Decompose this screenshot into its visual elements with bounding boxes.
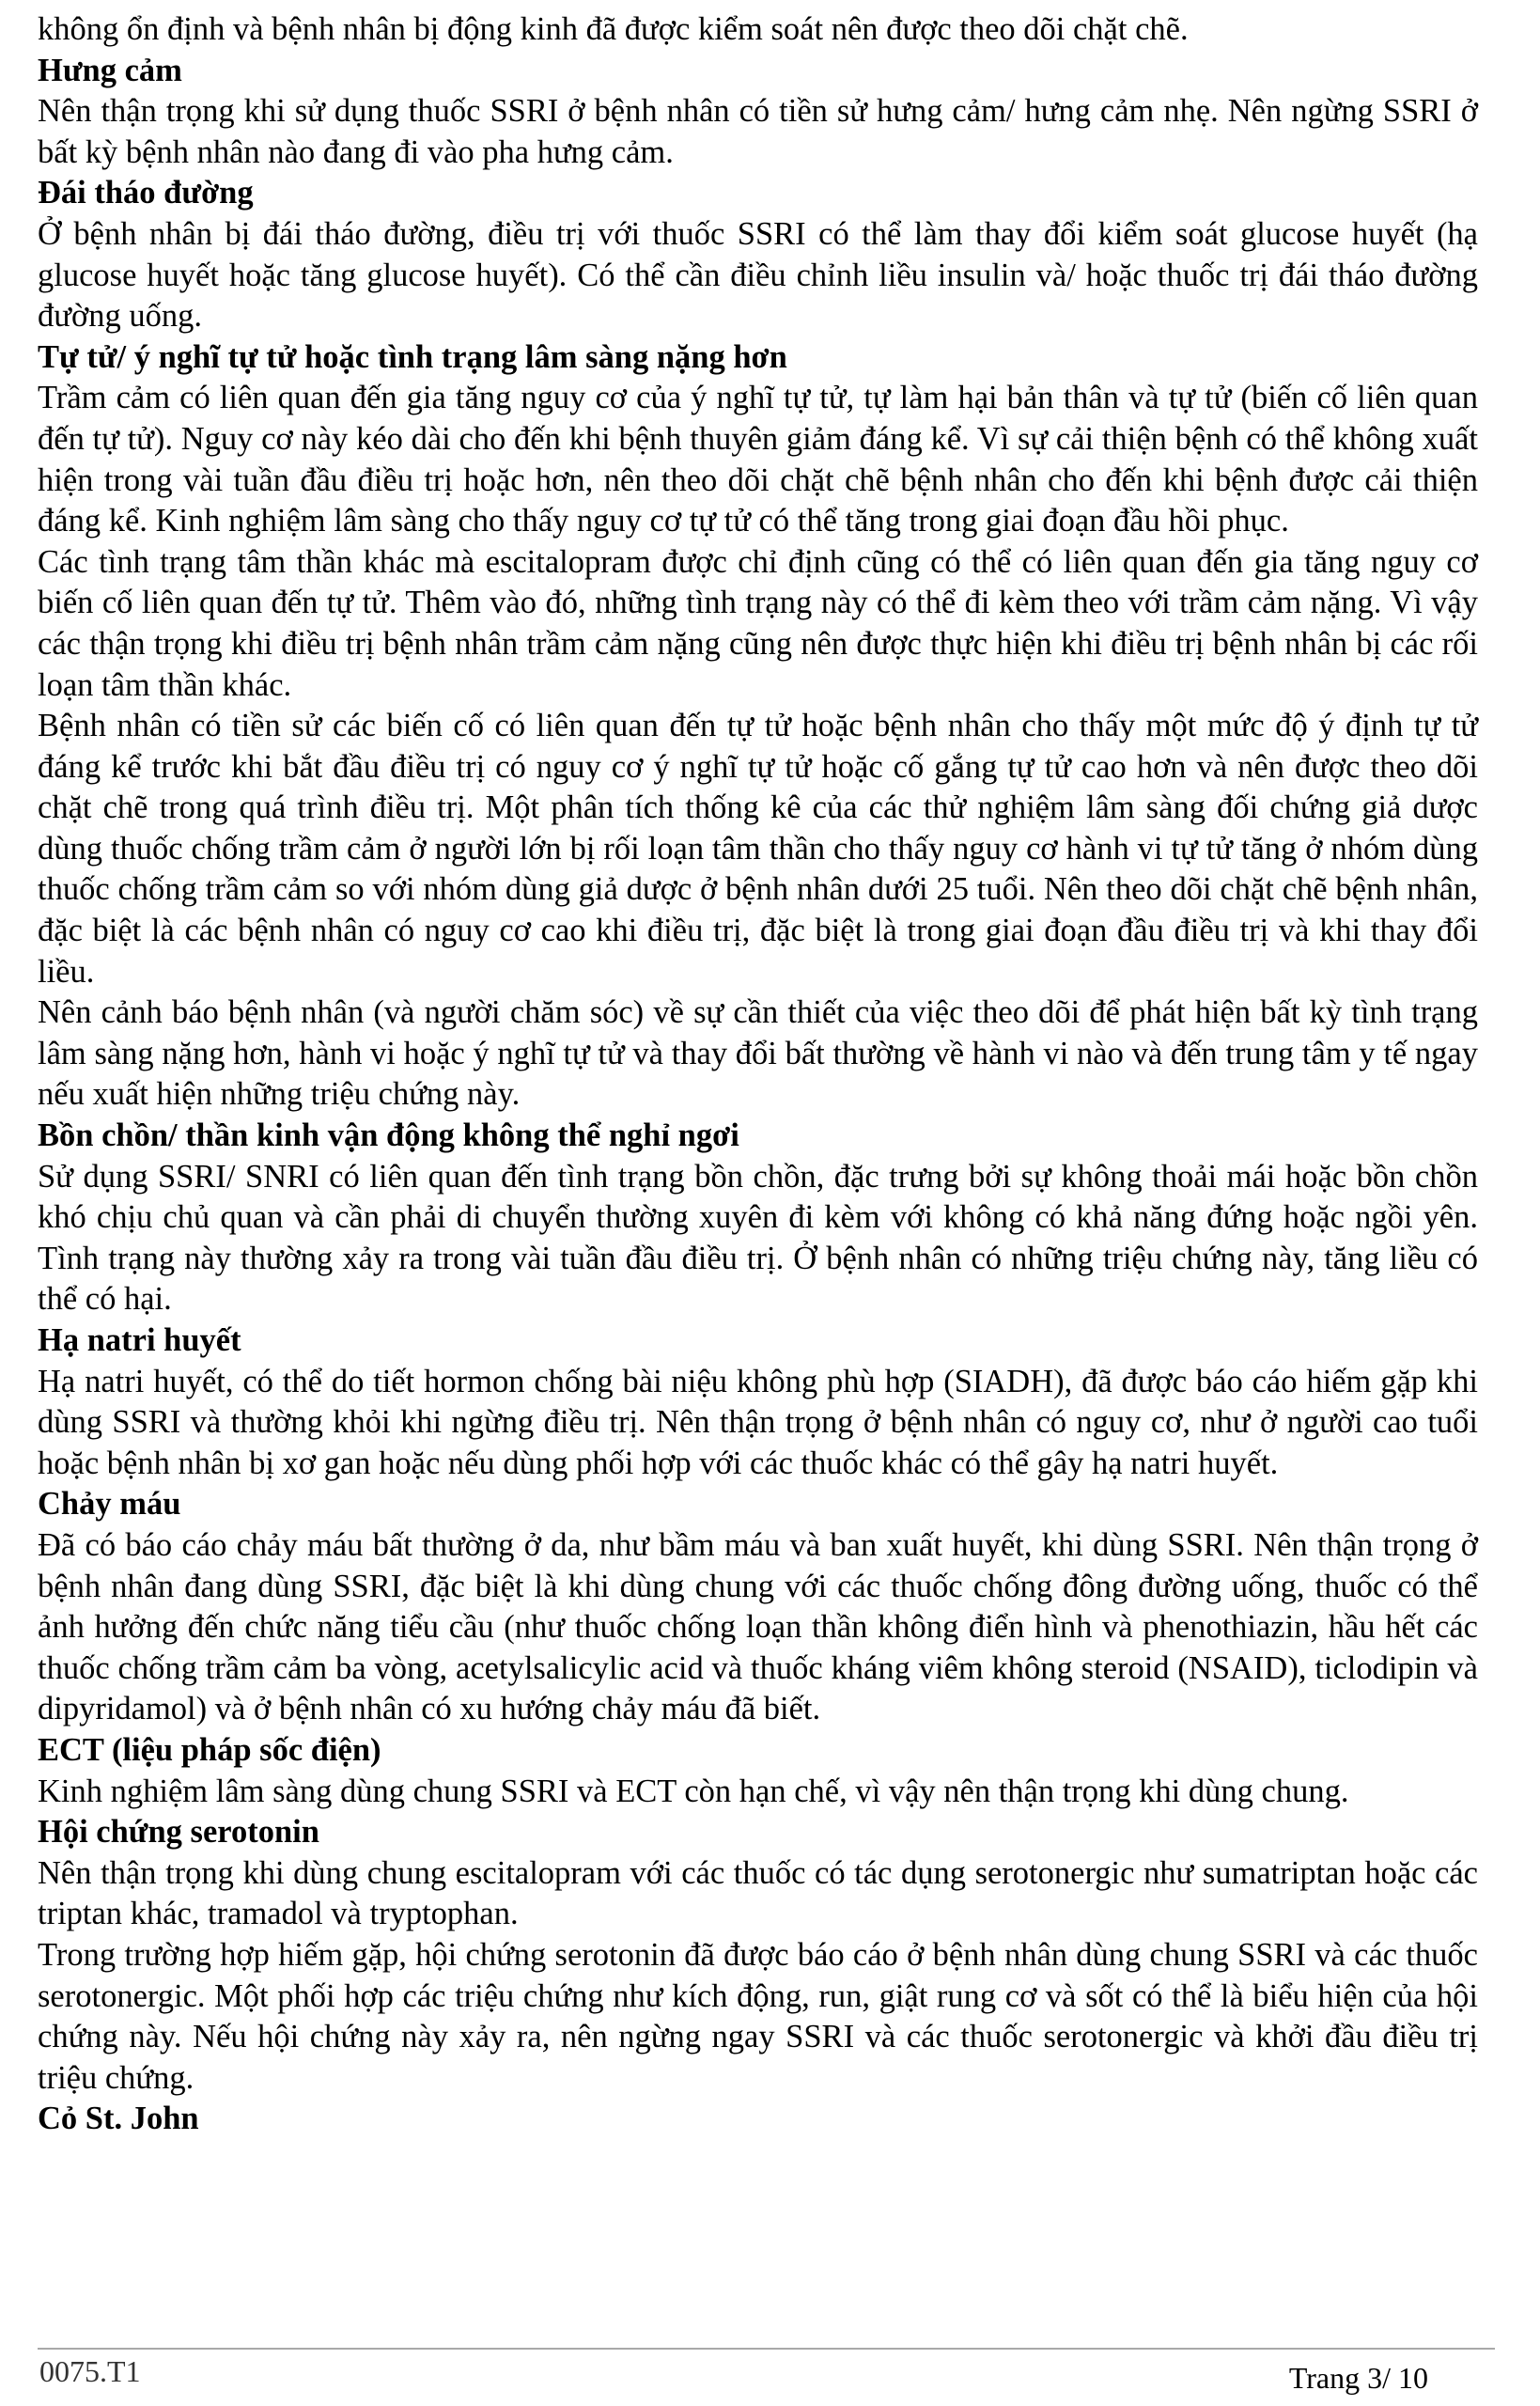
paragraph-diabetes: Ở bệnh nhân bị đái tháo đường, điều trị với thuốc SSRI có thể làm thay đổi kiểm soát glucose huyết (hạ glucose huyết hoặc tăng glucose huyết). Có thể cần điều chỉnh liều insulin và/ hoặc thuốc trị đái tháo đường đường uống.	[38, 215, 1478, 335]
heading-serotonin-syndrome: Hội chứng serotonin	[38, 1814, 319, 1851]
paragraph-serotonin-1: Nên thận trọng khi dùng chung escitalopram với các thuốc có tác dụng serotonergic như sumatriptan hoặc các triptan khác, tramadol và tryptophan.	[38, 1854, 1478, 1932]
paragraph-suicide-2: Các tình trạng tâm thần khác mà escitalopram được chỉ định cũng có thể có liên quan đến gia tăng nguy cơ biến cố liên quan đến tự tử. Thêm vào đó, những tình trạng này có thể đi kèm theo với trầm cảm nặng. Vì vậy các thận trọng khi điều trị bệnh nhân trầm cảm nặng cũng nên được thực hiện khi điều trị bệnh nhân bị các rối loạn tâm thần khác.	[38, 543, 1478, 703]
paragraph-hyponatremia: Hạ natri huyết, có thể do tiết hormon chống bài niệu không phù hợp (SIADH), đã được báo cáo hiếm gặp khi dùng SSRI và thường khỏi khi ngừng điều trị. Nên thận trọng ở bệnh nhân có nguy cơ, như ở người cao tuổi hoặc bệnh nhân bị xơ gan hoặc nếu dùng phối hợp với các thuốc khác có thể gây hạ natri huyết.	[38, 1363, 1478, 1481]
document-code: 0075.T1	[39, 2354, 141, 2388]
heading-st-john: Cỏ St. John	[38, 2101, 199, 2137]
heading-akathisia: Bồn chồn/ thần kinh vận động không thể nghỉ ngơi	[38, 1117, 739, 1154]
heading-suicide: Tự tử/ ý nghĩ tự tử hoặc tình trạng lâm sàng nặng hơn	[38, 338, 787, 375]
page-number: Trang 3/ 10	[1288, 2361, 1428, 2395]
paragraph-suicide-3: Bệnh nhân có tiền sử các biến cố có liên quan đến tự tử hoặc bệnh nhân cho thấy một mức độ ý định tự tử đáng kể trước khi bắt đầu điều trị có nguy cơ ý nghĩ tự tử hoặc cố gắng tự tử cao hơn và nên được theo dõi chặt chẽ trong quá trình điều trị. Một phân tích thống kê của các thử nghiệm lâm sàng đối chứng giả dược dùng thuốc chống trầm cảm ở người lớn bị rối loạn tâm thần cho thấy nguy cơ hành vi tự tử tăng ở nhóm dùng thuốc chống trầm cảm so với nhóm dùng giả dược ở bệnh nhân dưới 25 tuổi. Nên theo dõi chặt chẽ bệnh nhân, đặc biệt là các bệnh nhân có nguy cơ cao khi điều trị, đặc biệt là trong giai đoạn đầu điều trị và khi thay đổi liều.	[38, 708, 1478, 990]
document-body	[38, 9, 1478, 2140]
heading-mania: Hưng cảm	[38, 52, 182, 88]
paragraph-ect: Kinh nghiệm lâm sàng dùng chung SSRI và ECT còn hạn chế, vì vậy nên thận trọng khi dùng chung.	[38, 1773, 1349, 1809]
paragraph-akathisia: Sử dụng SSRI/ SNRI có liên quan đến tình trạng bồn chồn, đặc trưng bởi sự không thoải mái hoặc bồn chồn khó chịu chủ quan và cần phải di chuyển thường xuyên đi kèm với không có khả năng đứng hoặc ngồi yên. Tình trạng này thường xảy ra trong vài tuần đầu điều trị. Ở bệnh nhân có những triệu chứng này, tăng liều có thể có hại.	[38, 1158, 1478, 1318]
paragraph-bleeding: Đã có báo cáo chảy máu bất thường ở da, như bầm máu và ban xuất huyết, khi dùng SSRI. Nên thận trọng ở bệnh nhân đang dùng SSRI, đặc biệt là khi dùng chung với các thuốc chống đông đường uống, thuốc có thể ảnh hưởng đến chức năng tiểu cầu (như thuốc chống loạn thần không điển hình và phenothiazin, hầu hết các thuốc chống trầm cảm ba vòng, acetylsalicylic acid và thuốc kháng viêm không steroid (NSAID), ticlodipin và dipyridamol) và ở bệnh nhân có xu hướng chảy máu đã biết.	[38, 1526, 1478, 1727]
heading-hyponatremia: Hạ natri huyết	[38, 1322, 241, 1358]
heading-ect: ECT (liệu pháp sốc điện)	[38, 1731, 381, 1768]
heading-diabetes: Đái tháo đường	[38, 175, 254, 211]
footer-divider	[38, 2348, 1495, 2350]
heading-bleeding: Chảy máu	[38, 1486, 181, 1523]
paragraph-mania: Nên thận trọng khi sử dụng thuốc SSRI ở bệnh nhân có tiền sử hưng cảm/ hưng cảm nhẹ. Nên ngừng SSRI ở bất kỳ bệnh nhân nào đang đi vào pha hưng cảm.	[38, 93, 1478, 170]
paragraph-suicide-1: Trầm cảm có liên quan đến gia tăng nguy cơ của ý nghĩ tự tử, tự làm hại bản thân và tự tử (biến cố liên quan đến tự tử). Nguy cơ này kéo dài cho đến khi bệnh thuyên giảm đáng kể. Vì sự cải thiện bệnh có thể không xuất hiện trong vài tuần đầu điều trị hoặc hơn, nên theo dõi chặt chẽ bệnh nhân cho đến khi bệnh được cải thiện đáng kể. Kinh nghiệm lâm sàng cho thấy nguy cơ tự tử có thể tăng trong giai đoạn đầu hồi phục.	[38, 380, 1478, 539]
paragraph-suicide-4: Nên cảnh báo bệnh nhân (và người chăm sóc) về sự cần thiết của việc theo dõi để phát hiện bất kỳ tình trạng lâm sàng nặng hơn, hành vi hoặc ý nghĩ tự tử và thay đổi bất thường về hành vi nào và đến trung tâm y tế ngay nếu xuất hiện những triệu chứng này.	[38, 994, 1478, 1113]
paragraph-seizure-continuation: không ổn định và bệnh nhân bị động kinh đã được kiểm soát nên được theo dõi chặt chẽ.	[38, 11, 1189, 47]
paragraph-serotonin-2: Trong trường hợp hiếm gặp, hội chứng serotonin đã được báo cáo ở bệnh nhân dùng chung SSRI và các thuốc serotonergic. Một phối hợp các triệu chứng như kích động, run, giật rung cơ và sốt có thể là biểu hiện của hội chứng này. Nếu hội chứng này xảy ra, nên ngừng ngay SSRI và các thuốc serotonergic và khởi đầu điều trị triệu chứng.	[38, 1936, 1478, 2096]
